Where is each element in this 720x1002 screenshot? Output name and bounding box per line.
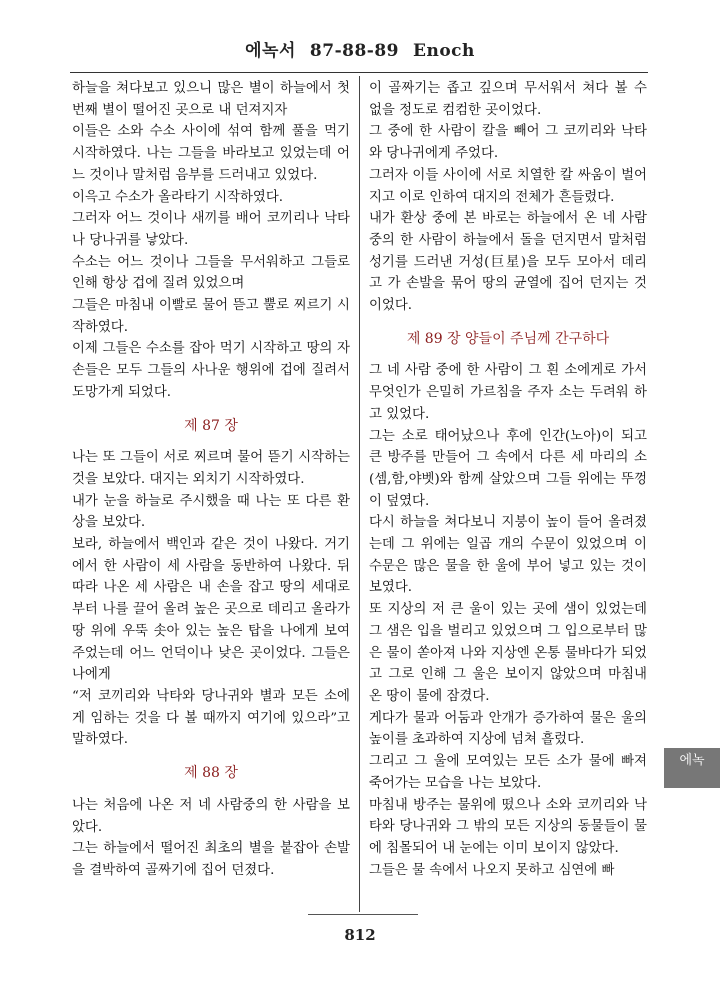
footer-rule — [308, 914, 418, 915]
column-divider — [359, 76, 360, 912]
paragraph: 그러자 어느 것이나 새끼를 배어 코끼리나 낙타나 당나귀를 낳았다. — [72, 211, 350, 248]
paragraph: 이들은 소와 수소 사이에 섞여 함께 풀을 먹기 시작하였다. 나는 그들을 바라보고 있었는데 어느 것이나 말처럼 음부를 드러내고 있었다. — [72, 124, 350, 183]
side-tab — [664, 748, 720, 788]
paragraph: 그는 하늘에서 떨어진 최초의 별을 붙잡아 손발을 결박하여 골짜기에 집어 던졌다. — [72, 841, 350, 878]
header-rule — [70, 72, 648, 73]
latin-title: Enoch — [413, 41, 475, 61]
paragraph: 이제 그들은 수소를 잡아 먹기 시작하고 땅의 자손들은 모두 그들의 사나운 행위에 겁에 질려서 도망가게 되었다. — [72, 341, 350, 400]
paragraph: 내가 눈을 하늘로 주시했을 때 나는 또 다른 환상을 보았다. — [72, 493, 350, 531]
paragraph: “저 코끼리와 낙타와 당나귀와 별과 모든 소에게 임하는 것을 다 볼 때까지 여기에 있으라”고 말하였다. — [72, 688, 350, 748]
paragraph: 또 지상의 저 큰 울이 있는 곳에 샘이 있었는데 그 샘은 입을 벌리고 있었으며 그 입으로부터 많은 물이 쏟아져 나와 지상엔 온통 물바다가 되었고 그로 인해 그 울은 보이지 않았으며 마침내 온 땅이 물에 잠겼다. — [369, 602, 647, 704]
left-column — [72, 78, 350, 882]
chapter-heading-89: 제 89 장 양들이 주님께 간구하다 — [406, 330, 610, 347]
paragraph: 그러자 이들 사이에 서로 치열한 칼 싸움이 벌어지고 이로 인하여 대지의 전체가 흔들렸다. — [369, 167, 647, 205]
paragraph: 이윽고 수소가 올라타기 시작하였다. — [72, 189, 284, 205]
paragraph: 보라, 하늘에서 백인과 같은 것이 나왔다. 거기에서 한 사람이 세 사람을 동반하여 나왔다. 뒤따라 나온 세 사람은 내 손을 잡고 땅의 세대로부터 나를 끌어 올려 높은 곳으로 데리고 올라가 땅 위에 우뚝 솟아 있는 높은 탑을 나에게 보여 주었는데 어느 언덕이나 낮은 곳이었다. 그들은 나에게 — [72, 537, 350, 683]
book-title: 에녹서 — [245, 41, 296, 61]
right-column — [369, 78, 647, 881]
paragraph: 다시 하늘을 쳐다보니 지붕이 높이 들어 올려졌는데 그 위에는 일곱 개의 수문이 있었으며 이 수문은 많은 물을 한 울에 부어 넣고 있는 것이 보였다. — [369, 515, 647, 596]
chapter-heading-88: 제 88 장 — [184, 765, 238, 782]
paragraph: 나는 또 그들이 서로 찌르며 물어 뜯기 시작하는 것을 보았다. 대지는 외치기 시작하였다. — [72, 450, 350, 487]
running-header — [0, 36, 720, 61]
paragraph: 게다가 물과 어둠과 안개가 증가하여 물은 울의 높이를 초과하여 지상에 넘쳐 흘렀다. — [369, 710, 647, 748]
paragraph: 그리고 그 울에 모여있는 모든 소가 물에 빠져 죽어가는 모습을 나는 보았다. — [369, 754, 647, 791]
paragraph: 이 골짜기는 좁고 깊으며 무서워서 쳐다 볼 수 없을 정도로 컴컴한 곳이었다. — [369, 81, 647, 118]
paragraph: 수소는 어느 것이나 그들을 무서워하고 그들로 인해 항상 겁에 질려 있었으며 — [72, 254, 350, 292]
paragraph: 하늘을 쳐다보고 있으니 많은 별이 하늘에서 첫 번째 별이 떨어진 곳으로 내 던져지자 — [72, 81, 350, 118]
paragraph: 내가 환상 중에 본 바로는 하늘에서 온 네 사람중의 한 사람이 하늘에서 돌을 던지면서 말처럼 성기를 드러낸 거성(巨星)을 모두 모아서 데리고 가 손발을 묶어 땅의 균열에 집어 던지는 것이었다. — [369, 211, 647, 314]
page-number: 812 — [344, 926, 376, 944]
side-tab-label: 에녹 — [679, 753, 705, 768]
paragraph: 그는 소로 태어났으나 후에 인간(노아)이 되고 큰 방주를 만들어 그 속에서 다른 세 마리의 소(셈,함,야벳)와 함께 살았으며 그들 위에는 뚜껑이 덮였다. — [369, 428, 647, 509]
paragraph: 그들은 물 속에서 나오지 못하고 심연에 빠 — [369, 862, 615, 878]
paragraph: 그들은 마침내 이빨로 물어 뜯고 뿔로 찌르기 시작하였다. — [72, 298, 350, 335]
paragraph: 그 네 사람 중에 한 사람이 그 흰 소에게로 가서 무엇인가 은밀히 가르침을 주자 소는 두려워 하고 있었다. — [369, 363, 647, 422]
paragraph: 그 중에 한 사람이 칼을 빼어 그 코끼리와 낙타와 당나귀에게 주었다. — [369, 124, 647, 162]
chapter-range: 87-88-89 — [309, 41, 399, 61]
paragraph: 마침내 방주는 물위에 떴으나 소와 코끼리와 낙타와 당나귀와 그 밖의 모든 지상의 동물들이 물에 침몰되어 내 눈에는 이미 보이지 않았다. — [369, 797, 647, 856]
paragraph: 나는 처음에 나온 저 네 사람중의 한 사람을 보았다. — [72, 797, 350, 835]
chapter-heading-87: 제 87 장 — [184, 417, 238, 434]
